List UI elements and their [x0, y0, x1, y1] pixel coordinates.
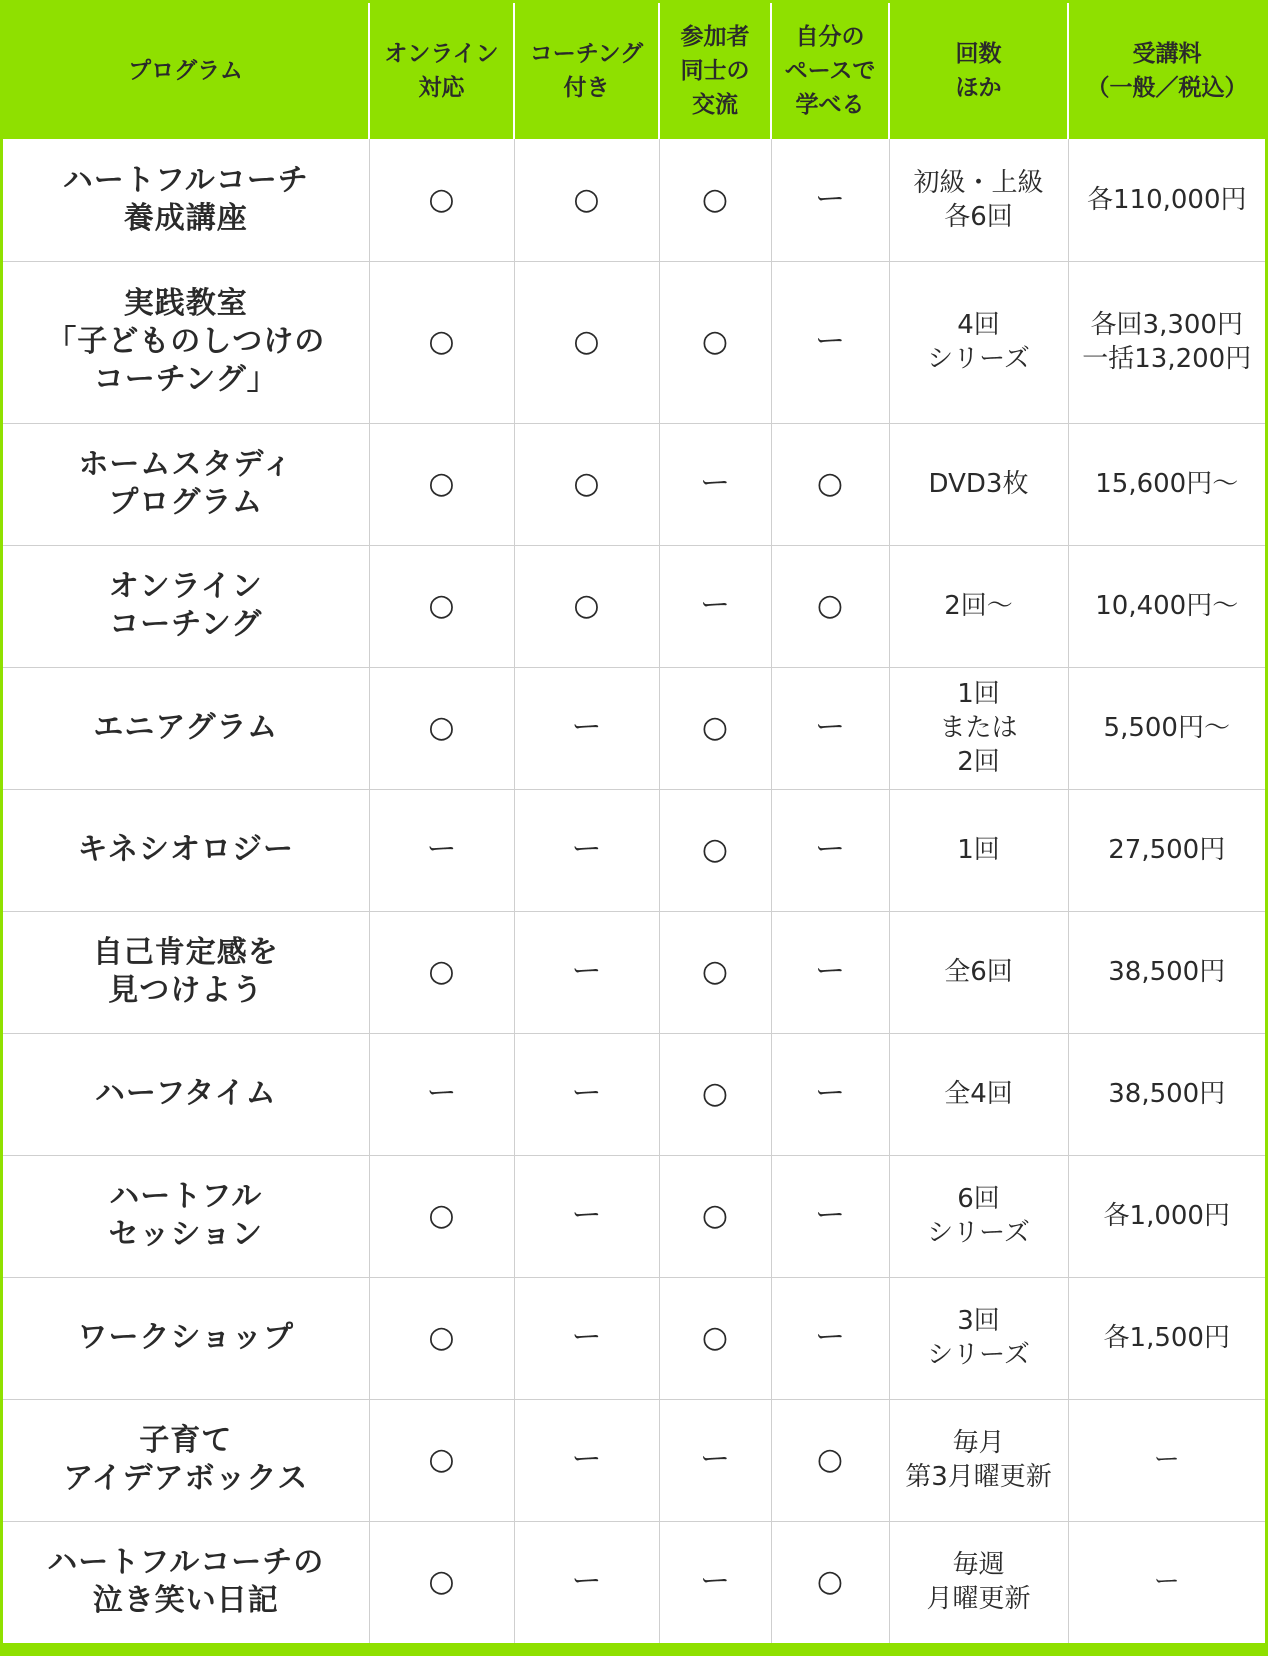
online-mark: ○	[369, 1155, 514, 1277]
fee: 各1,000円	[1068, 1155, 1265, 1277]
table-row	[3, 545, 1265, 667]
program-name: ワークショップ	[3, 1277, 369, 1399]
fee: 38,500円	[1068, 911, 1265, 1033]
exchange-mark: ー	[659, 1521, 771, 1643]
exchange-mark: ○	[659, 139, 771, 261]
header-count: 回数 ほか	[889, 3, 1068, 139]
fee: 各1,500円	[1068, 1277, 1265, 1399]
program-name: エニアグラム	[3, 667, 369, 789]
fee: 38,500円	[1068, 1033, 1265, 1155]
table-row	[3, 1399, 1265, 1521]
online-mark: ー	[369, 1033, 514, 1155]
table-row	[3, 667, 1265, 789]
coaching-mark: ー	[514, 1521, 659, 1643]
program-name: 自己肯定感を 見つけよう	[3, 911, 369, 1033]
session-count: 4回 シリーズ	[889, 261, 1068, 423]
exchange-mark: ○	[659, 1155, 771, 1277]
coaching-mark: ー	[514, 1399, 659, 1521]
header-row	[3, 3, 1265, 139]
exchange-mark: ○	[659, 911, 771, 1033]
coaching-mark: ○	[514, 261, 659, 423]
exchange-mark: ○	[659, 667, 771, 789]
header-self-paced: 自分の ペースで 学べる	[771, 3, 889, 139]
self-paced-mark: ○	[771, 545, 889, 667]
fee: ー	[1068, 1521, 1265, 1643]
online-mark: ○	[369, 139, 514, 261]
fee: ー	[1068, 1399, 1265, 1521]
exchange-mark: ○	[659, 261, 771, 423]
header-exchange: 参加者 同士の 交流	[659, 3, 771, 139]
self-paced-mark: ○	[771, 423, 889, 545]
header-online: オンライン 対応	[369, 3, 514, 139]
fee: 15,600円〜	[1068, 423, 1265, 545]
exchange-mark: ○	[659, 1277, 771, 1399]
program-name: 子育て アイデアボックス	[3, 1399, 369, 1521]
coaching-mark: ○	[514, 545, 659, 667]
self-paced-mark: ○	[771, 1399, 889, 1521]
coaching-mark: ー	[514, 1155, 659, 1277]
online-mark: ○	[369, 1521, 514, 1643]
session-count: 毎月 第3月曜更新	[889, 1399, 1068, 1521]
table-row	[3, 789, 1265, 911]
online-mark: ○	[369, 423, 514, 545]
fee: 5,500円〜	[1068, 667, 1265, 789]
header-fee: 受講料 （一般／税込）	[1068, 3, 1265, 139]
exchange-mark: ○	[659, 1033, 771, 1155]
online-mark: ○	[369, 911, 514, 1033]
self-paced-mark: ー	[771, 139, 889, 261]
coaching-mark: ○	[514, 423, 659, 545]
self-paced-mark: ー	[771, 261, 889, 423]
session-count: 3回 シリーズ	[889, 1277, 1068, 1399]
table-row	[3, 1277, 1265, 1399]
coaching-mark: ー	[514, 911, 659, 1033]
exchange-mark: ○	[659, 789, 771, 911]
header-coaching: コーチング 付き	[514, 3, 659, 139]
online-mark: ○	[369, 545, 514, 667]
self-paced-mark: ー	[771, 1277, 889, 1399]
fee: 10,400円〜	[1068, 545, 1265, 667]
fee: 各110,000円	[1068, 139, 1265, 261]
table-row	[3, 1033, 1265, 1155]
exchange-mark: ー	[659, 545, 771, 667]
table-row	[3, 423, 1265, 545]
online-mark: ○	[369, 667, 514, 789]
self-paced-mark: ー	[771, 911, 889, 1033]
program-name: 実践教室 「子どものしつけの コーチング」	[3, 261, 369, 423]
online-mark: ○	[369, 261, 514, 423]
session-count: 全4回	[889, 1033, 1068, 1155]
self-paced-mark: ー	[771, 1033, 889, 1155]
header-program: プログラム	[3, 3, 369, 139]
program-name: ハートフルコーチ 養成講座	[3, 139, 369, 261]
coaching-mark: ○	[514, 139, 659, 261]
fee: 各回3,300円 一括13,200円	[1068, 261, 1265, 423]
self-paced-mark: ー	[771, 667, 889, 789]
table-row	[3, 1155, 1265, 1277]
program-name: ハートフルコーチの 泣き笑い日記	[3, 1521, 369, 1643]
coaching-mark: ー	[514, 1033, 659, 1155]
table-row	[3, 139, 1265, 261]
table-row	[3, 911, 1265, 1033]
session-count: 1回 または 2回	[889, 667, 1068, 789]
program-name: ホームスタディ プログラム	[3, 423, 369, 545]
session-count: 初級・上級 各6回	[889, 139, 1068, 261]
online-mark: ○	[369, 1399, 514, 1521]
program-name: ハーフタイム	[3, 1033, 369, 1155]
program-name: キネシオロジー	[3, 789, 369, 911]
program-comparison-table	[3, 3, 1265, 1643]
coaching-mark: ー	[514, 1277, 659, 1399]
program-name: ハートフル セッション	[3, 1155, 369, 1277]
self-paced-mark: ー	[771, 789, 889, 911]
exchange-mark: ー	[659, 1399, 771, 1521]
fee: 27,500円	[1068, 789, 1265, 911]
self-paced-mark: ー	[771, 1155, 889, 1277]
session-count: 2回〜	[889, 545, 1068, 667]
self-paced-mark: ○	[771, 1521, 889, 1643]
session-count: DVD3枚	[889, 423, 1068, 545]
online-mark: ○	[369, 1277, 514, 1399]
session-count: 6回 シリーズ	[889, 1155, 1068, 1277]
session-count: 毎週 月曜更新	[889, 1521, 1068, 1643]
exchange-mark: ー	[659, 423, 771, 545]
online-mark: ー	[369, 789, 514, 911]
coaching-mark: ー	[514, 667, 659, 789]
table-row	[3, 1521, 1265, 1643]
session-count: 全6回	[889, 911, 1068, 1033]
table-row	[3, 261, 1265, 423]
coaching-mark: ー	[514, 789, 659, 911]
session-count: 1回	[889, 789, 1068, 911]
program-name: オンライン コーチング	[3, 545, 369, 667]
